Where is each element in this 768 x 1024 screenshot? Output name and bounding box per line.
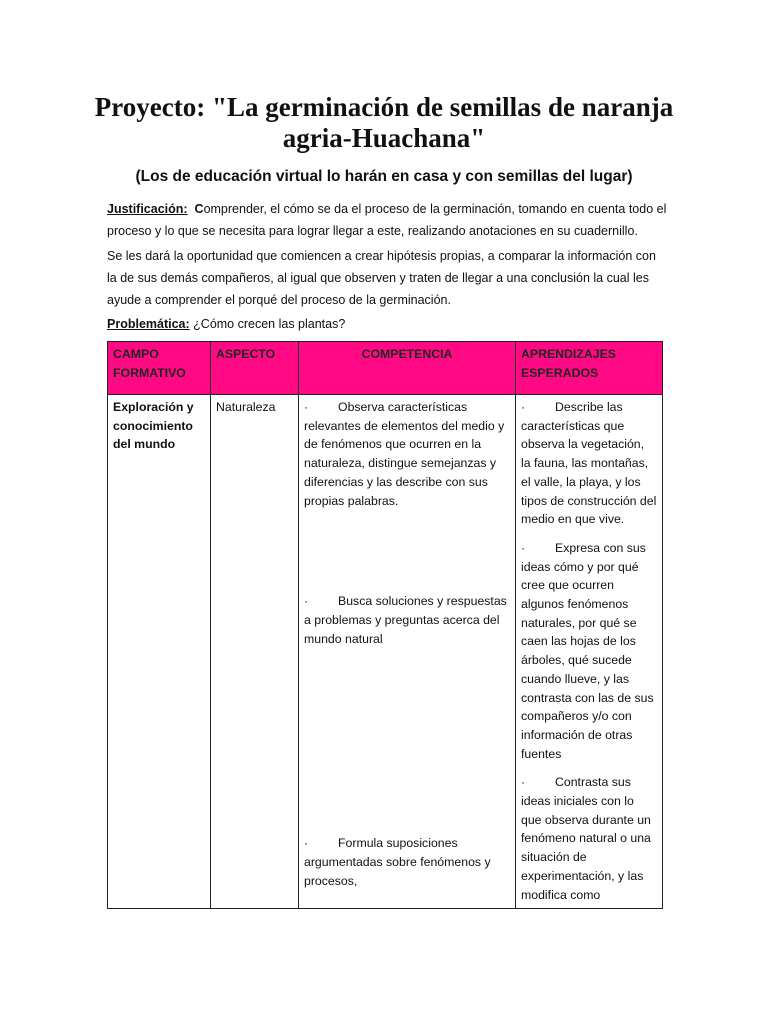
bullet-marker: · [521, 400, 526, 414]
justificacion-text: omprender, el cómo se da el proceso de la germinación, tomando en cuenta todo el proceso y lo que se necesita para lograr llegar a este, realizando anotaciones en su cuadernillo. [107, 202, 667, 238]
problematica-text: ¿Cómo crecen las plantas? [193, 317, 346, 331]
competencia-text: Observa características relevantes de elementos del medio y de fenómenos que ocurren en la naturaleza, distingue semejanzas y diferencias y las describe con sus propias palabras. [304, 400, 505, 508]
bullet-marker: · [304, 400, 309, 414]
bullet-marker: · [304, 836, 309, 851]
oportunidad-paragraph: Se les dará la oportunidad que comiencen a crear hipótesis propias, a comparar la información con la de sus demás compañeros, al igual que observen y traten de llegar a una conclusión la cual les ayude a comprender el porqué del proceso de la germinación. [107, 249, 656, 307]
header-aprendizajes-esperados: APRENDIZAJES ESPERADOS [516, 342, 663, 395]
competencia-item [304, 398, 510, 510]
header-competencia: COMPETENCIA [299, 342, 516, 395]
aprendizaje-text: Expresa con sus ideas cómo y por qué cree que ocurren algunos fenómenos naturales, por qué se caen las hojas de los árboles, qué sucede cuando llueve, y las contrasta con las de sus compañeros y/o con información de otras fuentes [521, 540, 654, 761]
table-header-row [108, 342, 663, 395]
header-aspecto: ASPECTO [211, 342, 299, 395]
justificacion-label: Justificación: [107, 202, 188, 216]
cell-aspecto: Naturaleza [211, 395, 299, 909]
justificacion-paragraph [107, 198, 667, 242]
competencia-item [304, 592, 510, 648]
aprendizaje-text: Describe las características que observa la vegetación, la fauna, las montañas, el valle, la playa, y los tipos de construcción del medio en que vive. [521, 400, 657, 527]
competencia-text: Formula suposiciones argumentadas sobre fenómenos y procesos, [304, 836, 491, 888]
bullet-marker: · [304, 594, 309, 609]
aprendizaje-item [521, 773, 657, 904]
cell-campo-formativo: Exploración y conocimiento del mundo [108, 395, 211, 909]
table-row [108, 395, 663, 909]
planning-table [107, 341, 663, 909]
problematica-paragraph [107, 313, 667, 335]
problematica-label: Problemática: [107, 317, 190, 331]
aprendizaje-item [521, 398, 657, 529]
justificacion-first-letter: C [194, 202, 204, 216]
competencia-text: Busca soluciones y respuestas a problemas y preguntas acerca del mundo natural [304, 594, 507, 646]
aprendizaje-text: Contrasta sus ideas iniciales con lo que observa durante un fenómeno natural o una situación de experimentación, y las modifica como [521, 775, 651, 902]
bullet-marker: · [521, 540, 526, 555]
document-title: Proyecto: "La germinación de semillas de naranja agria-Huachana" [94, 92, 674, 153]
aprendizaje-item [521, 539, 657, 763]
cell-competencia [299, 395, 516, 909]
header-campo-formativo: CAMPO FORMATIVO [108, 342, 211, 395]
competencia-item [304, 834, 510, 890]
bullet-marker: · [521, 775, 526, 790]
document-subtitle: (Los de educación virtual lo harán en casa y con semillas del lugar) [135, 168, 633, 185]
cell-aprendizajes-esperados [516, 395, 663, 909]
